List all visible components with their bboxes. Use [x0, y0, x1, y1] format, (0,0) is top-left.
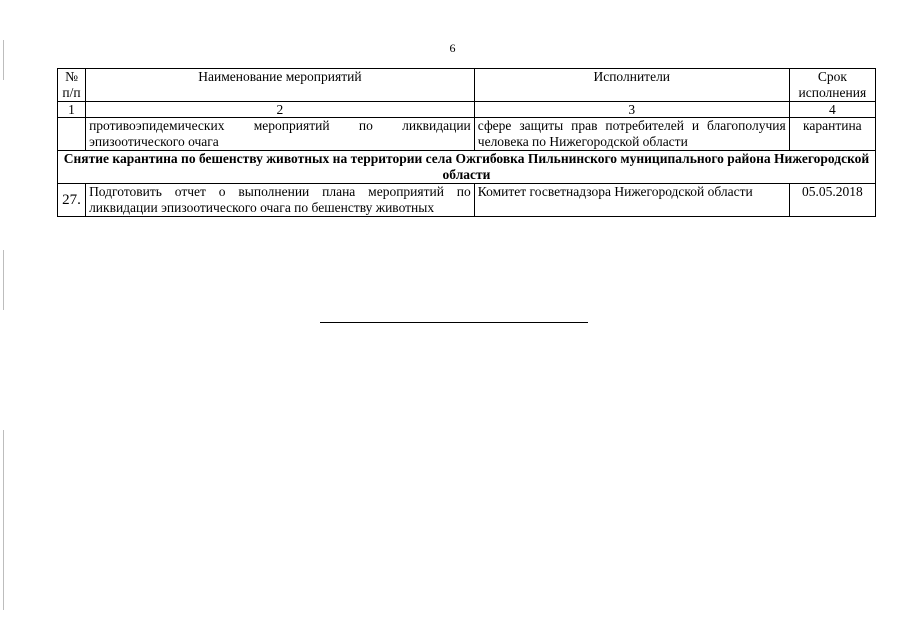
row-executors: Комитет госветнадзора Нижегородской области — [474, 184, 789, 217]
table-row — [58, 184, 876, 217]
measures-table — [57, 68, 876, 217]
header-name: Наименование мероприятий — [198, 69, 362, 84]
header-executors-cell — [474, 69, 789, 102]
continued-row-name: противоэпидемических мероприятий по ликвидации эпизоотического очага — [86, 118, 475, 151]
header-term-cell — [789, 69, 875, 102]
section-title: Снятие карантина по бешенству животных на территории села Ожгибовка Пильнинского муниципального района Нижегородской области — [58, 151, 876, 184]
continued-row-term: карантина — [789, 118, 875, 151]
column-number: 4 — [789, 102, 875, 118]
column-number: 2 — [86, 102, 475, 118]
header-term-line2: исполнения — [798, 85, 867, 100]
scan-edge-mark — [3, 430, 4, 610]
column-number: 1 — [58, 102, 86, 118]
continued-row — [58, 118, 876, 151]
header-term-line1: Срок — [817, 69, 847, 84]
header-number-sign: № — [65, 69, 78, 84]
header-executors: Исполнители — [593, 69, 671, 84]
scan-edge-mark — [3, 250, 4, 310]
section-title-row — [58, 151, 876, 184]
column-numbers-row — [58, 102, 876, 118]
continued-row-executors: сфере защиты прав потребителей и благополучия человека по Нижегородской области — [474, 118, 789, 151]
table-header-row — [58, 69, 876, 102]
column-number: 3 — [474, 102, 789, 118]
continued-row-num — [58, 118, 86, 151]
end-of-document-line — [320, 322, 588, 323]
row-deadline: 05.05.2018 — [789, 184, 875, 217]
header-number-label: п/п — [62, 85, 81, 100]
row-measure: Подготовить отчет о выполнении плана мероприятий по ликвидации эпизоотического очага по бешенству животных — [86, 184, 475, 217]
header-name-cell — [86, 69, 475, 102]
page-number: 6 — [449, 41, 456, 55]
row-number: 27. — [58, 184, 86, 217]
header-number-cell — [58, 69, 86, 102]
